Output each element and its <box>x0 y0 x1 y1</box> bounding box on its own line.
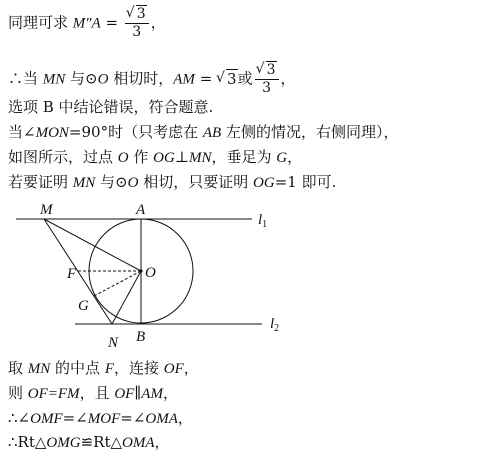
math-var: OF <box>163 361 184 377</box>
text-segment: 与⊙ <box>65 69 98 88</box>
text-segment: =1 即可. <box>274 173 337 191</box>
text-segment: 或 <box>237 69 253 88</box>
text-segment: ∥ <box>134 384 142 402</box>
label-l1: $l_1$ <box>258 212 268 230</box>
text-segment: ，连接 <box>114 359 164 377</box>
math-var: OMA <box>122 435 155 451</box>
label-f: F <box>67 266 77 282</box>
text-line-4 <box>8 122 398 143</box>
text-segment: 左侧的情况，右侧同理）， <box>221 123 399 141</box>
math-var: OMF <box>30 411 63 427</box>
text-line-5 <box>8 147 302 168</box>
text-segment: ≌Rt△ <box>80 433 123 451</box>
point-o <box>139 269 142 272</box>
text-segment: 的中点 <box>50 359 105 377</box>
label-b: B <box>136 329 146 345</box>
text-segment: =90°时（只考虑在 <box>68 123 203 141</box>
text-segment: ∴∠ <box>8 409 31 427</box>
sqrt-symbol: √ 3 <box>217 69 238 89</box>
math-var: AB <box>202 125 222 141</box>
sqrt-symbol: √ 3 <box>127 6 147 23</box>
text-segment: 作 <box>128 148 154 166</box>
text-segment: 同理可求 <box>8 13 73 32</box>
text-segment: ， <box>162 384 178 402</box>
label-m: M <box>40 202 53 218</box>
label-a: A <box>136 202 146 218</box>
text-segment: ， <box>177 409 193 427</box>
math-var: OG <box>153 150 175 166</box>
label-o: O <box>145 265 156 281</box>
text-segment: ， <box>183 359 199 377</box>
text-segment: 与⊙ <box>95 173 128 191</box>
math-var: O <box>127 175 139 191</box>
text-segment: = <box>100 13 123 32</box>
text-line-8 <box>8 383 178 404</box>
text-segment: ∴当 <box>8 69 43 88</box>
label-n: N <box>108 335 119 351</box>
math-var: AM <box>173 71 195 88</box>
text-line-7 <box>8 358 199 379</box>
math-var: MN <box>72 175 96 191</box>
text-line-10 <box>8 432 170 453</box>
math-var: MON <box>35 125 69 141</box>
math-var: MN <box>27 361 51 377</box>
text-segment: =∠ <box>62 409 88 427</box>
text-segment: ⊥ <box>174 148 189 166</box>
text-segment: =∠ <box>120 409 146 427</box>
math-var: M″A <box>72 15 101 32</box>
text-segment: 则 <box>8 384 28 402</box>
segment-mo <box>44 219 141 271</box>
text-segment: 相切时， <box>108 69 174 88</box>
math-var: OG <box>253 175 275 191</box>
math-var: OMA <box>145 411 178 427</box>
math-var: OF <box>114 386 135 402</box>
math-var: MOF <box>87 411 121 427</box>
label-l2: $l_2$ <box>270 316 280 334</box>
math-var: MN <box>42 71 66 88</box>
math-var: G <box>276 150 288 166</box>
text-segment: = <box>194 69 218 88</box>
text-segment: ， <box>154 433 170 451</box>
text-segment: 若要证明 <box>8 173 73 191</box>
text-line-1 <box>8 6 166 41</box>
text-line-3: 选项 B 中结论错误，符合题意. <box>8 98 214 116</box>
label-g: G <box>78 298 89 314</box>
text-segment: 取 <box>8 359 28 377</box>
text-segment: ， <box>280 69 296 88</box>
text-segment: 当∠ <box>8 123 36 141</box>
text-line-6 <box>8 172 336 193</box>
math-var: F <box>104 361 114 377</box>
math-var: OMG <box>46 435 81 451</box>
math-var: MN <box>188 150 212 166</box>
text-segment: ∴Rt△ <box>8 433 47 451</box>
text-segment: ，垂足为 <box>211 148 277 166</box>
math-var: O <box>97 71 109 88</box>
text-segment: ， <box>287 148 303 166</box>
fraction: √ $\frac{3}{3}$ <box>255 62 279 97</box>
geometry-figure <box>0 197 504 357</box>
math-var: AM <box>141 386 163 402</box>
math-var: OF=FM <box>27 386 80 402</box>
text-segment: ，且 <box>79 384 115 402</box>
text-line-2 <box>8 62 296 97</box>
text-segment: 相切，只要证明 <box>138 173 254 191</box>
text-segment: 如图所示，过点 <box>8 148 118 166</box>
math-var: O <box>117 150 129 166</box>
text-segment: ， <box>150 13 166 32</box>
text-line-9 <box>8 408 193 429</box>
fraction: √ $\frac{3}{3}$ <box>125 6 149 41</box>
